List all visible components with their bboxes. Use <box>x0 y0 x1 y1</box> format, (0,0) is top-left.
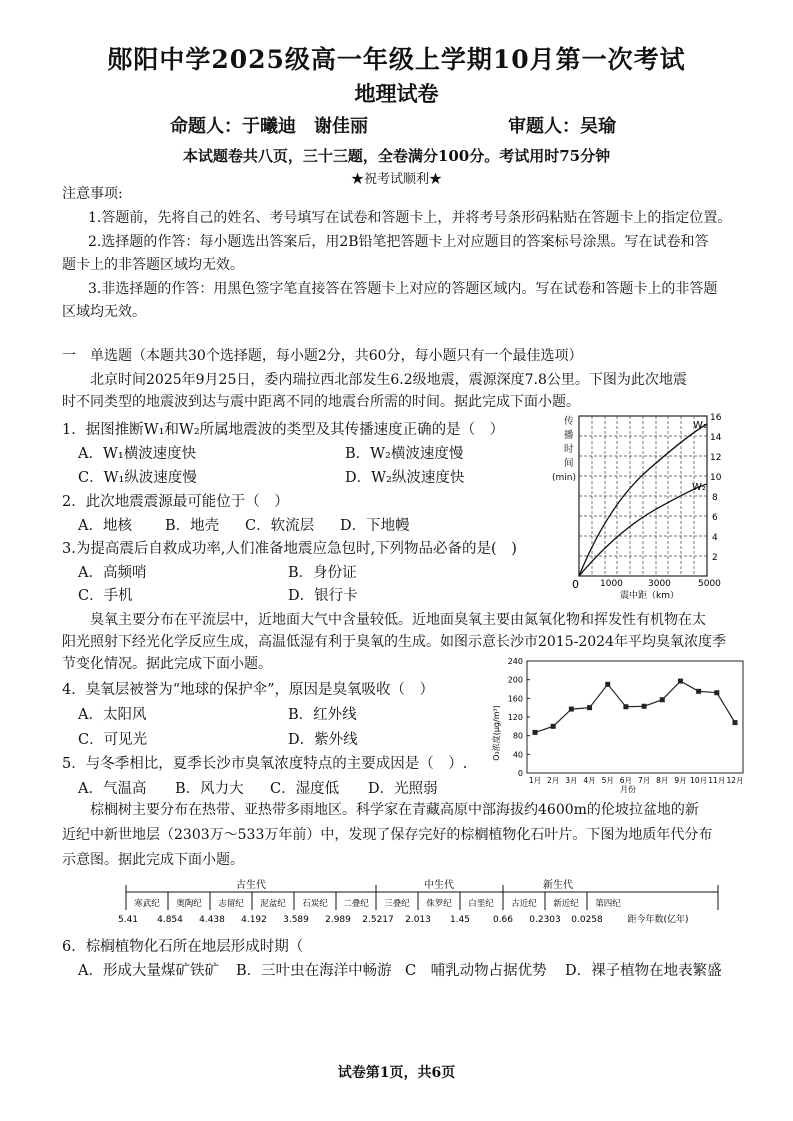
question-5-option-a: A．气温高 <box>78 781 147 797</box>
notice-item-3-line-2: 区域均无效。 <box>62 304 146 320</box>
question-1-option-d: D．W₂纵波速度快 <box>345 470 465 486</box>
ozone-y-tick: 240 <box>507 657 523 666</box>
question-4-option-c: C．可见光 <box>78 732 148 748</box>
ozone-x-tick: 3月 <box>565 776 578 785</box>
ozone-series-line <box>535 681 735 732</box>
chart-ylabel-char: 间 <box>564 458 574 469</box>
question-2-option-d: D．下地幔 <box>340 518 410 534</box>
ozone-data-point <box>587 705 592 710</box>
section-heading: 一 单选题（本题共30个选择题，每小题2分，共60分，每小题只有一个最佳选项） <box>62 348 583 364</box>
period-label: 白垩纪 <box>468 899 494 909</box>
ozone-y-axis-label: O₃浓度(μg/m³) <box>492 705 501 761</box>
ozone-intro-line-3: 节变化情况。据此完成下面小题。 <box>62 656 272 672</box>
earthquake-intro-line-2: 时不同类型的地震波到达与震中距离不同的地震台所需的时间。据此完成下面小题。 <box>62 394 580 410</box>
y-tick: 16 <box>710 413 722 423</box>
period-label: 第四纪 <box>595 899 621 909</box>
ozone-y-tick: 40 <box>512 750 523 760</box>
chart-ylabel-char: 时 <box>564 444 574 455</box>
palm-intro-line-2: 近纪中新世地层（2303万～533万年前）中，发现了保存完好的棕榈植物化石叶片。下图为地质年代分布 <box>62 827 713 843</box>
ozone-intro-line-2: 阳光照射下经光化学反应生成，高温低湿有利于臭氧的生成。如图示意长沙市2015-2024年平均臭氧浓度季 <box>62 634 726 650</box>
notice-item-1: 1.答题前，先将自己的姓名、考号填写在试卷和答题卡上，并将考号条形码粘贴在答题卡上的指定位置。 <box>88 210 732 226</box>
exam-info: 本试题卷共八页，三十三题，全卷满分100分。考试用时75分钟 <box>182 147 611 165</box>
ozone-data-point <box>642 704 647 709</box>
question-1-stem: 1．据图推断W₁和W₂所属地震波的类型及其传播速度正确的是（ ） <box>62 422 505 438</box>
question-4-stem: 4．臭氧层被誉为“地球的保护伞”，原因是臭氧吸收（ ） <box>62 682 435 698</box>
question-1-option-b: B．W₂横波速度慢 <box>345 446 464 462</box>
age-label: 4.854 <box>157 915 183 925</box>
ozone-chart <box>485 655 750 795</box>
notice-item-2-line-2: 题卡上的非答题区域均无效。 <box>62 257 244 273</box>
question-6-option-a: A．形成大量煤矿铁矿 <box>78 963 219 979</box>
x-tick: 3000 <box>648 579 671 589</box>
ozone-plot-frame <box>527 661 743 773</box>
exam-title: 郧阳中学2025级高一年级上学期10月第一次考试 <box>107 45 686 74</box>
era-label: 中生代 <box>424 880 454 891</box>
question-1-option-c: C．W₁纵波速度慢 <box>78 470 197 486</box>
ozone-data-point <box>569 707 574 712</box>
y-tick: 4 <box>712 533 718 543</box>
period-label: 新近纪 <box>553 899 579 909</box>
question-4-option-a: A．太阳风 <box>78 707 147 723</box>
ozone-data-point <box>696 689 701 694</box>
y-tick: 12 <box>710 453 722 463</box>
ozone-x-tick: 5月 <box>601 776 614 785</box>
question-2-option-a: A．地核 <box>78 518 132 534</box>
ozone-x-tick: 8月 <box>656 776 669 785</box>
period-label: 二叠纪 <box>343 899 369 909</box>
question-3-option-a: A．高频哨 <box>78 565 147 581</box>
palm-intro-line-1: 棕榈树主要分布在热带、亚热带多雨地区。科学家在青藏高原中部海拔约4600m的伦坡拉盆地的新 <box>90 802 699 818</box>
question-5-stem: 5．与冬季相比，夏季长沙市臭氧浓度特点的主要成因是（ ）. <box>62 756 468 772</box>
ozone-data-point <box>551 724 556 729</box>
ozone-x-tick: 10月 <box>690 776 708 785</box>
ozone-x-tick: 1月 <box>528 776 542 785</box>
good-luck: ★祝考试顺利★ <box>350 172 442 187</box>
ozone-data-point <box>623 704 628 709</box>
ozone-y-tick: 160 <box>507 694 523 704</box>
x-tick: 5000 <box>698 579 721 589</box>
x-axis-label: 震中距（km） <box>620 591 679 601</box>
y-tick: 10 <box>710 473 722 483</box>
question-6-option-c: C 哺乳动物占据优势 <box>405 963 547 979</box>
period-label: 古近纪 <box>511 899 537 909</box>
period-label: 侏罗纪 <box>426 899 452 909</box>
period-label: 石炭纪 <box>302 899 328 909</box>
question-4-option-b: B．红外线 <box>288 707 357 723</box>
question-6-stem: 6．棕榈植物化石所在地层形成时期（ <box>62 939 304 955</box>
ozone-x-tick: 6月 <box>619 776 633 785</box>
question-5-option-c: C．湿度低 <box>270 781 340 797</box>
age-label: 0.0258 <box>571 915 603 925</box>
era-label: 古生代 <box>236 880 266 891</box>
ozone-x-tick: 4月 <box>583 776 596 785</box>
question-5-option-b: B．风力大 <box>175 781 244 797</box>
age-label: 2.989 <box>325 915 351 925</box>
age-label: 4.438 <box>199 915 225 925</box>
question-3-stem: 3.为提高震后自救成功率,人们准备地震应急包时,下列物品必备的是( ) <box>62 541 517 557</box>
y-tick: 2 <box>712 553 718 563</box>
ozone-y-tick: 120 <box>507 713 523 722</box>
y-tick: 6 <box>712 513 718 523</box>
period-label: 泥盆纪 <box>260 899 286 909</box>
chart-ylabel-unit: (min) <box>552 473 576 483</box>
period-label: 寒武纪 <box>134 899 160 909</box>
ozone-x-tick: 2月 <box>547 776 560 785</box>
question-2-option-c: C．软流层 <box>245 518 315 534</box>
era-label: 新生代 <box>543 880 573 891</box>
x-tick: 0 <box>572 578 579 591</box>
x-tick: 1000 <box>600 579 623 589</box>
y-tick: 8 <box>712 493 718 503</box>
earthquake-intro-line-1: 北京时间2025年9月25日，委内瑞拉西北部发生6.2级地震，震源深度7.8公里。下图为此次地震 <box>90 372 687 388</box>
ozone-data-point <box>533 730 538 735</box>
ozone-data-point <box>660 697 665 702</box>
age-label: 2.013 <box>405 915 431 925</box>
ozone-x-tick: 9月 <box>674 776 687 785</box>
notice-item-3-line-1: 3.非选择题的作答：用黑色签字笔直接答在答题卡上对应的答题区域内。写在试卷和答题卡上的非答题 <box>88 281 718 297</box>
y-tick: 14 <box>710 433 722 443</box>
question-2-stem: 2．此次地震震源最可能位于（ ） <box>62 494 289 510</box>
question-6-option-b: B．三叶虫在海洋中畅游 <box>236 963 392 979</box>
period-label: 志留纪 <box>218 899 244 909</box>
question-1-option-a: A．W₁横波速度快 <box>78 446 197 462</box>
age-label: 4.192 <box>241 915 267 925</box>
question-3-option-d: D．银行卡 <box>288 588 358 604</box>
ozone-y-tick: 0 <box>517 769 523 778</box>
ozone-data-point <box>733 720 738 725</box>
age-label: 0.2303 <box>529 915 561 925</box>
age-axis-label: 距今年数(亿年) <box>627 915 689 925</box>
ozone-y-tick: 80 <box>512 731 523 741</box>
ozone-x-tick: 12月 <box>726 776 744 785</box>
age-label: 5.41 <box>118 915 139 925</box>
ozone-x-tick: 7月 <box>637 776 651 785</box>
ozone-x-tick: 11月 <box>708 776 726 785</box>
ozone-intro-line-1: 臭氧主要分布在平流层中，近地面大气中含量较低。近地面臭氧主要由氮氧化物和挥发性有机物在太 <box>90 612 706 628</box>
question-5-option-d: D．光照弱 <box>368 781 438 797</box>
seismic-wave-chart <box>548 410 733 602</box>
question-6-option-d: D．裸子植物在地表繁盛 <box>565 963 722 979</box>
notice-heading: 注意事项: <box>62 186 123 202</box>
proposer: 命题人：于曦迪 谢佳丽 <box>170 116 368 137</box>
w2-label: W₂ <box>692 482 706 493</box>
age-label: 3.589 <box>283 915 309 925</box>
chart-ylabel-char: 播 <box>564 430 574 441</box>
ozone-data-point <box>678 679 683 684</box>
age-label: 2.5217 <box>362 915 394 925</box>
chart-ylabel-char: 传 <box>564 416 574 427</box>
question-3-option-b: B．身份证 <box>288 565 357 581</box>
palm-intro-line-3: 示意图。据此完成下面小题。 <box>62 852 244 868</box>
page-footer: 试卷第1页，共6页 <box>337 1065 456 1081</box>
reviewer: 审题人：吴瑜 <box>508 116 616 137</box>
age-label: 1.45 <box>449 915 471 925</box>
exam-subtitle: 地理试卷 <box>354 81 439 106</box>
period-label: 三叠纪 <box>384 899 410 909</box>
ozone-data-point <box>714 690 719 695</box>
question-2-option-b: B．地壳 <box>165 518 220 534</box>
w1-label: W₁ <box>693 420 707 431</box>
period-label: 奥陶纪 <box>176 899 202 909</box>
age-label: 0.66 <box>492 915 514 925</box>
geologic-timeline <box>118 876 728 928</box>
ozone-x-axis-label: 月份 <box>620 785 636 794</box>
question-3-option-c: C．手机 <box>78 588 133 604</box>
notice-item-2-line-1: 2.选择题的作答：每小题选出答案后，用2B铅笔把答题卡上对应题目的答案标号涂黑。写在试卷和答 <box>88 234 709 250</box>
question-4-option-d: D．紫外线 <box>288 732 358 748</box>
ozone-data-point <box>605 682 610 687</box>
ozone-y-tick: 200 <box>507 675 523 685</box>
